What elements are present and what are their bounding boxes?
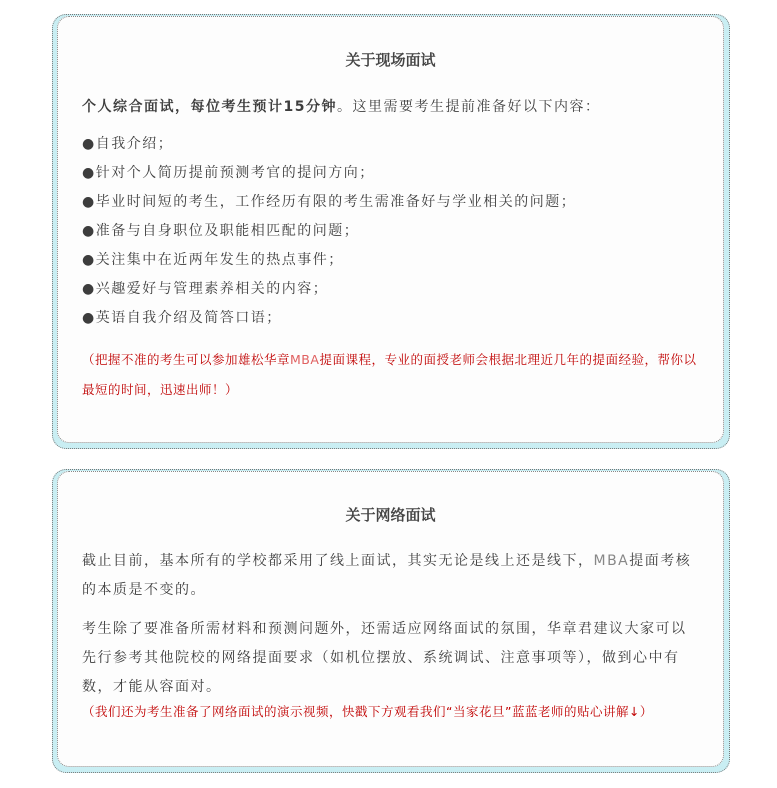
onsite-note [82,345,699,405]
onsite-title: 关于现场面试 [345,51,436,69]
list-item: ●英语自我介绍及简答口语； [82,310,282,326]
paragraph-text: 截止目前，基本所有的学校都采用了线上面试，其实无论是线上还是线下， [82,553,594,569]
onsite-interview-card [52,14,730,449]
list-item: ●准备与自身职位及职能相匹配的问题； [82,223,360,239]
online-title: 关于网络面试 [345,506,436,524]
onsite-list [82,130,699,333]
list-item: ●关注集中在近两年发生的热点事件； [82,252,344,268]
onsite-card-body [57,16,724,443]
onsite-intro [82,96,699,116]
list-item: ●毕业时间短的考生，工作经历有限的考生需准备好与学业相关的问题； [82,194,577,210]
list-item: ●针对个人简历提前预测考官的提问方向； [82,165,375,181]
onsite-intro-rest: 。这里需要考生提前准备好以下内容： [336,99,601,115]
mba-text: MBA [290,352,320,367]
online-paragraph-1 [82,547,699,605]
note-text: （把握不准的考生可以参加雄松华章 [82,352,291,367]
note-text: 提面课程，专业的面授老师会根据北理近几年的提面经验，帮你以最短的时间，迅速出师！） [82,352,697,397]
mba-text: MBA [593,553,630,569]
online-interview-card [52,469,730,773]
online-paragraph-2: 考生除了要准备所需材料和预测问题外，还需适应网络面试的氛围，华章君建议大家可以先行参考其他院校的网络提面要求（如机位摆放、系统调试、注意事项等），做到心中有数，才能从容面对。 [82,621,687,695]
onsite-intro-bold: 个人综合面试，每位考生预计15分钟 [82,99,337,115]
online-card-body [57,471,724,767]
list-item: ●兴趣爱好与管理素养相关的内容； [82,281,329,297]
paragraph-text: 提面考核的本质是不变的。 [82,553,692,598]
list-item: ●自我介绍； [82,136,174,152]
online-note: （我们还为考生准备了网络面试的演示视频，快戳下方观看我们“当家花旦”蓝蓝老师的贴心讲解↓） [82,704,653,719]
